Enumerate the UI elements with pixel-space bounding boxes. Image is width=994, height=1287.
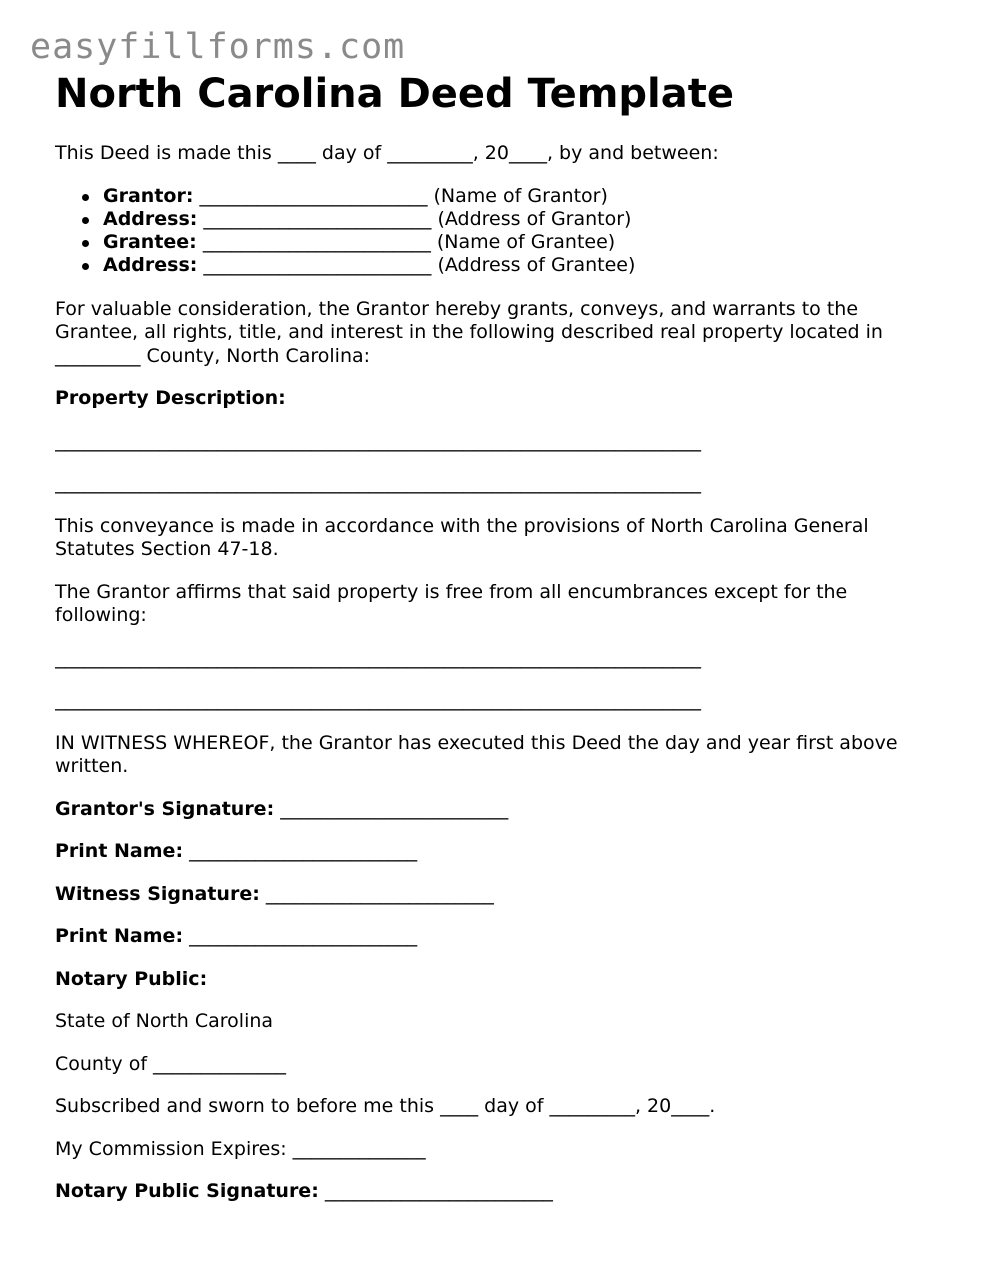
encumbrances-paragraph: The Grantor affirms that said property is free from all encumbrances except for the following:	[55, 580, 848, 627]
conveyance-paragraph: This conveyance is made in accordance with the provisions of North Carolina General Statutes Section 47-18.	[55, 514, 869, 561]
encumbrances-line[interactable]: ____________________________________________________________________	[55, 689, 701, 712]
watermark: easyfillforms.com	[30, 27, 406, 67]
property-description-line[interactable]: ____________________________________________________________________	[55, 429, 701, 452]
property-description-line[interactable]: ____________________________________________________________________	[55, 472, 701, 495]
witness-signature-field[interactable]: ________________________	[259, 882, 494, 905]
grantee-name-field[interactable]: ________________________ (Name of Grantee)	[196, 231, 616, 254]
commission-expires[interactable]: My Commission Expires: ______________	[55, 1137, 426, 1160]
list-item	[103, 208, 935, 231]
witness-print-name-field[interactable]: ________________________	[183, 925, 418, 948]
grantee-address-label: Address:	[103, 254, 198, 277]
page-title: North Carolina Deed Template	[55, 71, 734, 117]
print-name-label: Print Name:	[55, 840, 184, 863]
consideration-paragraph: For valuable consideration, the Grantor hereby grants, conveys, and warrants to the Grantee, all rights, title, and interest in the following described real property located in _________ County, North Carolina:	[55, 297, 883, 367]
list-item	[103, 254, 935, 277]
notary-county[interactable]: County of ______________	[55, 1052, 287, 1075]
grantor-address-field[interactable]: ________________________ (Address of Grantor)	[197, 207, 632, 230]
print-name-field[interactable]: ________________________	[183, 840, 418, 863]
witness-signature-row	[55, 883, 935, 907]
list-item	[103, 231, 935, 254]
witness-clause: IN WITNESS WHEREOF, the Grantor has executed this Deed the day and year first above written.	[55, 731, 898, 778]
grantor-signature-row	[55, 798, 935, 822]
grantor-signature-label: Grantor's Signature:	[55, 797, 275, 820]
list-item	[103, 185, 935, 208]
notary-state: State of North Carolina	[55, 1010, 274, 1033]
grantor-signature-field[interactable]: ________________________	[274, 797, 509, 820]
property-description-heading: Property Description:	[55, 387, 286, 410]
notary-signature-row	[55, 1180, 935, 1204]
print-name-label: Print Name:	[55, 925, 184, 948]
encumbrances-line[interactable]: ____________________________________________________________________	[55, 646, 701, 669]
parties-list	[55, 185, 935, 278]
grantor-name-field[interactable]: ________________________ (Name of Grantor)	[193, 184, 608, 207]
grantee-address-field[interactable]: ________________________ (Address of Grantee)	[197, 254, 636, 277]
deed-document	[55, 70, 935, 1204]
print-name-row	[55, 840, 935, 864]
notary-sworn-statement[interactable]: Subscribed and sworn to before me this ____ day of _________, 20____.	[55, 1095, 716, 1118]
intro-paragraph: This Deed is made this ____ day of _________, 20____, by and between:	[55, 142, 719, 164]
grantor-address-label: Address:	[103, 207, 198, 230]
notary-signature-field[interactable]: ________________________	[318, 1180, 553, 1203]
grantor-label: Grantor:	[103, 184, 194, 207]
grantee-label: Grantee:	[103, 231, 197, 254]
notary-heading: Notary Public:	[55, 967, 208, 990]
witness-signature-label: Witness Signature:	[55, 882, 260, 905]
notary-signature-label: Notary Public Signature:	[55, 1180, 319, 1203]
witness-print-name-row	[55, 925, 935, 949]
